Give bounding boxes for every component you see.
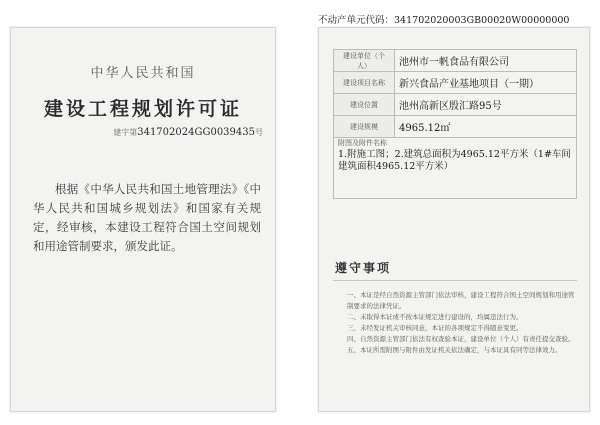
field-label: 建设单位（个人） xyxy=(334,50,395,72)
notes-divider xyxy=(333,280,577,281)
cert-no-value: 341702024GG0039435 xyxy=(137,127,255,138)
certificate-left-page xyxy=(10,27,276,412)
table-row-attachments xyxy=(334,138,577,199)
project-info-table xyxy=(333,49,577,199)
certificate-number xyxy=(113,127,263,138)
unit-code-line xyxy=(318,12,569,26)
table-row xyxy=(334,72,577,94)
table-row xyxy=(334,116,577,138)
cert-no-suffix: 号 xyxy=(255,128,263,137)
field-value: 池州高新区殷汇路95号 xyxy=(395,94,577,116)
unit-code-value: 341702020003GB00020W00000000 xyxy=(394,15,570,26)
unit-code-label: 不动产单元代码： xyxy=(318,15,395,26)
field-label: 建设项目名称 xyxy=(334,72,395,94)
attachments-text: 1.附施工图；2.建筑总面积为4965.12平方米（1#车间建筑面积4965.12平方米） xyxy=(338,149,571,172)
attachments-label: 附图及附件名称 xyxy=(338,139,387,147)
list-item: 三、未经发证机关审核同意，本证的各项规定不得随意变更。 xyxy=(347,324,523,332)
list-item: 五、本证所需附图与附件由发证机关依法确定，与本证具有同等法律效力。 xyxy=(347,346,562,354)
field-value: 新兴食品产业基地项目（一期） xyxy=(395,72,577,94)
notes-list xyxy=(347,290,575,356)
field-label: 建设位置 xyxy=(334,94,395,116)
certificate-title: 建设工程规划许可证 xyxy=(43,98,242,120)
certificate-body-text: 根据《中华人民共和国土地管理法》《中华人民共和国城乡规划法》和国家有关规定，经审核，本建设工程符合国土空间规划和用途管制要求，颁发此证。 xyxy=(33,182,261,253)
attachments-cell xyxy=(334,138,577,199)
field-value: 4965.12㎡ xyxy=(395,116,577,138)
list-item: 一、本证是经自然资源主管部门依法审核，建设工程符合国土空间规划和用途管制要求的法律凭证。 xyxy=(347,291,575,310)
list-item: 四、自然资源主管部门依法有权查验本证，建设单位（个人）有责任提交查验。 xyxy=(347,335,575,343)
country-name: 中华人民共和国 xyxy=(90,66,196,81)
table-row xyxy=(334,50,577,72)
list-item: 二、未取得本证或不按本证规定进行建设的，均属违法行为。 xyxy=(347,313,523,321)
field-label: 建设规模 xyxy=(334,116,395,138)
field-value: 池州市一帆食品有限公司 xyxy=(395,50,577,72)
notes-title: 遵守事项 xyxy=(335,261,392,275)
table-row xyxy=(334,94,577,116)
cert-no-label: 建字第 xyxy=(113,128,138,137)
certificate-right-page xyxy=(318,27,590,412)
